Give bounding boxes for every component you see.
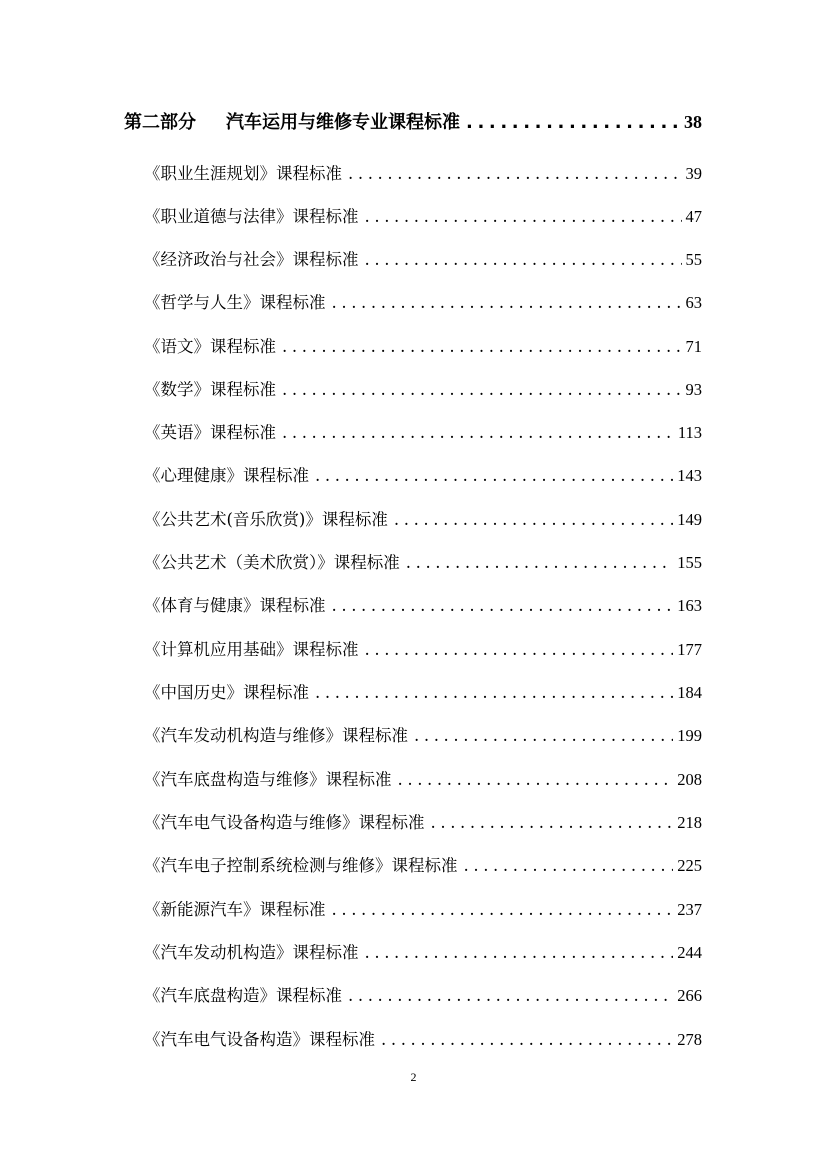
- toc-dot-leader: [398, 766, 674, 794]
- toc-entry-page-number: 218: [677, 813, 702, 832]
- toc-entry-label: 《英语》课程标准: [144, 423, 276, 442]
- toc-entry-label: 《职业道德与法律》课程标准: [144, 207, 359, 226]
- toc-section-heading[interactable]: [124, 108, 702, 136]
- toc-entry-page-number: 155: [677, 553, 702, 572]
- toc-entry-page-number: 208: [677, 770, 702, 789]
- toc-entry-label: 《汽车发动机构造》课程标准: [144, 943, 359, 962]
- toc-entry[interactable]: [144, 203, 702, 231]
- toc-entry-label: 《公共艺术(音乐欣赏)》课程标准: [144, 510, 388, 529]
- toc-dot-leader: [431, 809, 674, 837]
- toc-entry-page-number: 93: [685, 380, 702, 399]
- toc-dot-leader: [315, 462, 673, 490]
- toc-entry[interactable]: [144, 160, 702, 188]
- toc-dot-leader: [282, 376, 682, 404]
- toc-section-label: [124, 109, 460, 137]
- toc-entry-label: 《体育与健康》课程标准: [144, 596, 326, 615]
- toc-entry-label: 《心理健康》课程标准: [144, 466, 309, 485]
- toc-dot-leader: [332, 592, 674, 620]
- toc-entry-page-number: 113: [677, 423, 702, 442]
- toc-dot-leader: [332, 289, 682, 317]
- toc-entry-label: 《新能源汽车》课程标准: [144, 900, 326, 919]
- toc-entry[interactable]: [144, 462, 702, 490]
- toc-entry-page-number: 199: [677, 726, 702, 745]
- toc-entry-page-number: 55: [685, 250, 702, 269]
- toc-dot-leader: [406, 549, 674, 577]
- toc-entry[interactable]: [144, 722, 702, 750]
- toc-dot-leader: [381, 1026, 673, 1054]
- toc-dot-leader: [414, 722, 673, 750]
- toc-entry-page-number: 149: [677, 510, 702, 529]
- toc-entry-label: 《汽车底盘构造与维修》课程标准: [144, 770, 392, 789]
- toc-section-title: 汽车运用与维修专业课程标准: [226, 112, 460, 133]
- toc-entry[interactable]: [144, 549, 702, 577]
- toc-dot-leader: [464, 852, 674, 880]
- toc-entry[interactable]: [144, 982, 702, 1010]
- toc-dot-leader: [365, 203, 682, 231]
- toc-entry[interactable]: [144, 896, 702, 924]
- toc-entry[interactable]: [144, 1026, 702, 1054]
- toc-entry-label: 《汽车发动机构造与维修》课程标准: [144, 726, 408, 745]
- toc-entry[interactable]: [144, 939, 702, 967]
- toc-dot-leader: [466, 109, 680, 137]
- toc-entry-page-number: 278: [677, 1030, 702, 1049]
- toc-entry-page-number: 63: [685, 293, 702, 312]
- toc-entry-label: 《汽车电气设备构造》课程标准: [144, 1030, 375, 1049]
- toc-dot-leader: [348, 160, 682, 188]
- toc-entry[interactable]: [144, 592, 702, 620]
- toc-entry-page-number: 143: [677, 466, 702, 485]
- toc-entry[interactable]: [144, 376, 702, 404]
- toc-entry-page-number: 163: [677, 596, 702, 615]
- toc-entry-page-number: 225: [677, 856, 702, 875]
- toc-entry[interactable]: [144, 766, 702, 794]
- toc-entry[interactable]: [144, 506, 702, 534]
- toc-entry-label: 《计算机应用基础》课程标准: [144, 640, 359, 659]
- toc-entry-label: 《语文》课程标准: [144, 337, 276, 356]
- page-number-footer: 2: [410, 1070, 417, 1084]
- toc-entry[interactable]: [144, 289, 702, 317]
- toc-entry[interactable]: [144, 419, 702, 447]
- toc-entry[interactable]: [144, 679, 702, 707]
- toc-section-prefix: 第二部分: [124, 112, 196, 133]
- toc-entry[interactable]: [144, 852, 702, 880]
- toc-dot-leader: [332, 896, 674, 924]
- toc-entry-page-number: 71: [685, 337, 702, 356]
- toc-dot-leader: [315, 679, 673, 707]
- toc-entry[interactable]: [144, 809, 702, 837]
- toc-entry-label: 《哲学与人生》课程标准: [144, 293, 326, 312]
- toc-entry-page-number: 237: [677, 900, 702, 919]
- toc-dot-leader: [365, 246, 682, 274]
- toc-entry[interactable]: [144, 333, 702, 361]
- toc-entry-page-number: 184: [677, 683, 702, 702]
- toc-entry-page-number: 47: [685, 207, 702, 226]
- toc-dot-leader: [365, 636, 674, 664]
- toc-entry-label: 《数学》课程标准: [144, 380, 276, 399]
- toc-entry-page-number: 39: [685, 164, 702, 183]
- toc-entry-page-number: 244: [677, 943, 702, 962]
- toc-entry-label: 《公共艺术（美术欣赏）》课程标准: [144, 553, 400, 572]
- toc-section-page-number: 38: [684, 112, 702, 132]
- toc-entry[interactable]: [144, 246, 702, 274]
- toc-entry-label: 《中国历史》课程标准: [144, 683, 309, 702]
- toc-entry-label: 《职业生涯规划》课程标准: [144, 164, 342, 183]
- toc-dot-leader: [394, 506, 673, 534]
- toc-dot-leader: [282, 419, 674, 447]
- toc-entry-label: 《汽车电子控制系统检测与维修》课程标准: [144, 856, 458, 875]
- toc-entry-label: 《汽车底盘构造》课程标准: [144, 986, 342, 1005]
- toc-entry-page-number: 266: [677, 986, 702, 1005]
- toc-dot-leader: [365, 939, 674, 967]
- toc-entry-label: 《经济政治与社会》课程标准: [144, 250, 359, 269]
- toc-entry-page-number: 177: [677, 640, 702, 659]
- toc-dot-leader: [348, 982, 673, 1010]
- toc-entry-label: 《汽车电气设备构造与维修》课程标准: [144, 813, 425, 832]
- toc-dot-leader: [282, 333, 682, 361]
- toc-entry[interactable]: [144, 636, 702, 664]
